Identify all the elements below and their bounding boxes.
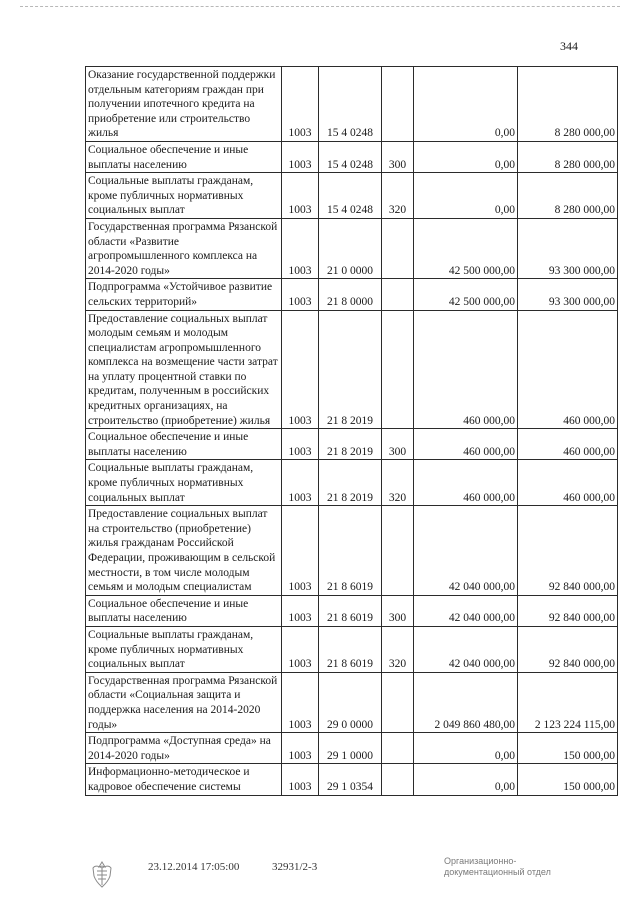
row-target-code-cell: 15 4 0248 <box>319 141 382 172</box>
row-name-cell: Социальное обеспечение и иные выплаты населению <box>86 429 282 460</box>
row-amount-1-cell: 460 000,00 <box>414 460 518 506</box>
row-section-cell: 1003 <box>282 67 319 142</box>
table-row <box>86 506 618 596</box>
row-target-code-cell: 21 8 6019 <box>319 595 382 626</box>
row-amount-2-cell: 150 000,00 <box>518 764 618 795</box>
row-amount-2-cell: 8 280 000,00 <box>518 67 618 142</box>
coat-of-arms-icon <box>82 858 122 890</box>
row-amount-2-cell: 8 280 000,00 <box>518 141 618 172</box>
row-section-cell: 1003 <box>282 310 319 429</box>
row-expense-type-cell: 300 <box>382 595 414 626</box>
row-amount-2-cell: 93 300 000,00 <box>518 218 618 278</box>
table-row <box>86 429 618 460</box>
row-amount-1-cell: 0,00 <box>414 173 518 219</box>
row-section-cell: 1003 <box>282 173 319 219</box>
table-row <box>86 764 618 795</box>
row-target-code-cell: 29 0 0000 <box>319 672 382 732</box>
row-amount-1-cell: 42 040 000,00 <box>414 595 518 626</box>
row-expense-type-cell <box>382 733 414 764</box>
table-row <box>86 67 618 142</box>
row-section-cell: 1003 <box>282 733 319 764</box>
row-amount-2-cell: 92 840 000,00 <box>518 595 618 626</box>
table-row <box>86 733 618 764</box>
page-number: 344 <box>560 39 578 53</box>
row-target-code-cell: 21 0 0000 <box>319 218 382 278</box>
row-expense-type-cell <box>382 279 414 310</box>
row-target-code-cell: 21 8 0000 <box>319 279 382 310</box>
row-name-cell: Государственная программа Рязанской области «Развитие агропромышленного комплекса на 2014-2020 годы» <box>86 218 282 278</box>
row-expense-type-cell: 320 <box>382 173 414 219</box>
row-section-cell: 1003 <box>282 506 319 596</box>
row-amount-1-cell: 42 040 000,00 <box>414 506 518 596</box>
row-section-cell: 1003 <box>282 672 319 732</box>
row-amount-1-cell: 2 049 860 480,00 <box>414 672 518 732</box>
table-row <box>86 218 618 278</box>
row-section-cell: 1003 <box>282 429 319 460</box>
row-name-cell: Оказание государственной поддержки отдельным категориям граждан при получении ипотечного кредита на приобретение или строительство жилья <box>86 67 282 142</box>
budget-table <box>85 66 618 796</box>
row-section-cell: 1003 <box>282 626 319 672</box>
row-name-cell: Информационно-методическое и кадровое обеспечение системы <box>86 764 282 795</box>
row-amount-2-cell: 8 280 000,00 <box>518 173 618 219</box>
row-name-cell: Государственная программа Рязанской области «Социальная защита и поддержка населения на 2014-2020 годы» <box>86 672 282 732</box>
row-amount-1-cell: 460 000,00 <box>414 429 518 460</box>
table-row <box>86 595 618 626</box>
row-expense-type-cell: 300 <box>382 429 414 460</box>
table-row <box>86 672 618 732</box>
row-expense-type-cell: 300 <box>382 141 414 172</box>
row-name-cell: Подпрограмма «Устойчивое развитие сельских территорий» <box>86 279 282 310</box>
row-amount-1-cell: 0,00 <box>414 733 518 764</box>
row-amount-2-cell: 92 840 000,00 <box>518 626 618 672</box>
row-target-code-cell: 21 8 6019 <box>319 626 382 672</box>
row-amount-2-cell: 460 000,00 <box>518 310 618 429</box>
row-section-cell: 1003 <box>282 460 319 506</box>
row-expense-type-cell <box>382 218 414 278</box>
row-expense-type-cell <box>382 67 414 142</box>
row-amount-2-cell: 460 000,00 <box>518 429 618 460</box>
row-target-code-cell: 21 8 2019 <box>319 310 382 429</box>
row-amount-2-cell: 150 000,00 <box>518 733 618 764</box>
footer-department-stamp <box>444 856 551 878</box>
table-row <box>86 460 618 506</box>
row-target-code-cell: 21 8 2019 <box>319 429 382 460</box>
row-name-cell: Социальное обеспечение и иные выплаты населению <box>86 141 282 172</box>
row-expense-type-cell <box>382 310 414 429</box>
row-expense-type-cell: 320 <box>382 460 414 506</box>
table-row <box>86 279 618 310</box>
row-amount-2-cell: 2 123 224 115,00 <box>518 672 618 732</box>
row-name-cell: Подпрограмма «Доступная среда» на 2014-2020 годы» <box>86 733 282 764</box>
row-amount-1-cell: 0,00 <box>414 141 518 172</box>
row-target-code-cell: 15 4 0248 <box>319 173 382 219</box>
budget-table-body <box>86 67 618 796</box>
row-name-cell: Социальные выплаты гражданам, кроме публичных нормативных социальных выплат <box>86 626 282 672</box>
row-amount-2-cell: 460 000,00 <box>518 460 618 506</box>
row-target-code-cell: 21 8 2019 <box>319 460 382 506</box>
table-row <box>86 173 618 219</box>
table-row <box>86 141 618 172</box>
row-name-cell: Предоставление социальных выплат на строительство (приобретение) жилья гражданам Российской Федерации, проживающим в сельской местности, в том числе молодым семьям и молодым специалистам <box>86 506 282 596</box>
row-target-code-cell: 29 1 0354 <box>319 764 382 795</box>
row-expense-type-cell <box>382 672 414 732</box>
row-section-cell: 1003 <box>282 279 319 310</box>
row-section-cell: 1003 <box>282 218 319 278</box>
row-amount-2-cell: 92 840 000,00 <box>518 506 618 596</box>
footer-department-line-1: Организационно- <box>444 856 517 866</box>
row-section-cell: 1003 <box>282 764 319 795</box>
row-name-cell: Социальное обеспечение и иные выплаты населению <box>86 595 282 626</box>
table-row <box>86 310 618 429</box>
row-amount-1-cell: 0,00 <box>414 67 518 142</box>
row-amount-1-cell: 0,00 <box>414 764 518 795</box>
footer-date: 23.12.2014 17:05:00 <box>148 861 240 873</box>
row-expense-type-cell <box>382 506 414 596</box>
row-amount-1-cell: 460 000,00 <box>414 310 518 429</box>
row-target-code-cell: 21 8 6019 <box>319 506 382 596</box>
footer-registration-number: 32931/2-3 <box>272 861 318 873</box>
row-target-code-cell: 29 1 0000 <box>319 733 382 764</box>
row-section-cell: 1003 <box>282 141 319 172</box>
row-amount-2-cell: 93 300 000,00 <box>518 279 618 310</box>
row-name-cell: Социальные выплаты гражданам, кроме публичных нормативных социальных выплат <box>86 460 282 506</box>
row-amount-1-cell: 42 040 000,00 <box>414 626 518 672</box>
table-row <box>86 626 618 672</box>
row-name-cell: Предоставление социальных выплат молодым семьям и молодым специалистам агропромышленного комплекса на возмещение части затрат на уплату процентной ставки по кредитам, полученным в российских кредитных организациях, на строительство (приобретение) жилья <box>86 310 282 429</box>
row-amount-1-cell: 42 500 000,00 <box>414 279 518 310</box>
row-expense-type-cell <box>382 764 414 795</box>
row-amount-1-cell: 42 500 000,00 <box>414 218 518 278</box>
row-section-cell: 1003 <box>282 595 319 626</box>
row-target-code-cell: 15 4 0248 <box>319 67 382 142</box>
row-expense-type-cell: 320 <box>382 626 414 672</box>
scan-top-rule <box>20 6 620 7</box>
row-name-cell: Социальные выплаты гражданам, кроме публичных нормативных социальных выплат <box>86 173 282 219</box>
page-footer <box>0 854 640 894</box>
footer-department-line-2: документационный отдел <box>444 867 551 877</box>
